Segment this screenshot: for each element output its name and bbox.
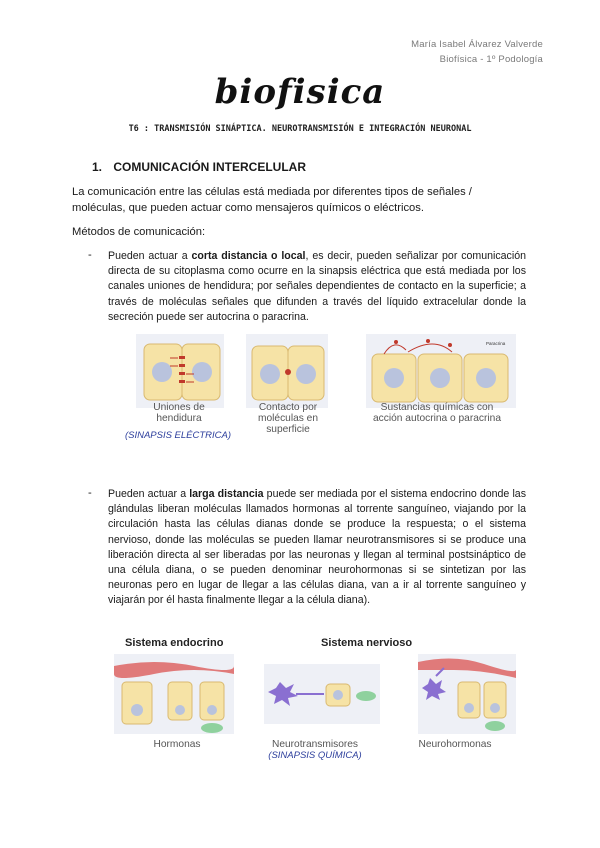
caption-line: hendidura [156,413,202,424]
electrical-synapse-note: (SINAPSIS ELÉCTRICA) [124,430,232,441]
figure-long-distance [114,652,516,736]
caption-contact [243,402,333,435]
figure-local-communication [134,332,519,410]
neurohormone-diagram [418,654,516,734]
header-author [411,37,543,67]
section-heading [92,160,306,174]
bullet2-bold: larga distancia [189,488,264,500]
intro-paragraph: La comunicación entre las células está mediada por diferentes tipos de señales / moléculas, que pueden actuar como mensajeros químicos o eléctricos. [72,186,472,214]
caption-line: Sustancias químicas con [380,402,494,413]
topic-subtitle: T6 : TRANSMISIÓN SINÁPTICA. NEUROTRANSMISIÓN E INTEGRACIÓN NEURONAL [128,124,472,134]
section-number: 1. [92,160,103,174]
paracrine-label: Paracrina [486,341,506,346]
gap-junction-diagram [136,334,224,408]
caption-line: moléculas en [257,413,319,424]
neurotransmitter-diagram [264,664,380,724]
bullet-long-distance [108,487,526,609]
caption-line: Uniones de [153,402,205,413]
methods-label: Métodos de comunicación: [72,226,206,238]
caption-hormones: Hormonas [153,739,201,750]
endocrine-title: Sistema endocrino [125,637,224,649]
paracrine-diagram [366,334,516,408]
caption-neurotransmitters: Neurotransmisores [271,739,359,750]
contact-signaling-diagram [246,334,328,408]
bullet1-post: , es decir, pueden señalizar por comunicación directa de su citoplasma como ocurre en la sinapsis eléctrica que está mediada por los canales uniones de hendidura; por señales dependientes de contacto en la superficie; a través de moléculas señales que difunden a través del líquido extracelular donde la secreción puede ser autocrina o paracrina. [108,250,526,323]
caption-paracrine [357,402,517,424]
bullet1-pre: Pueden actuar a [108,250,192,262]
caption-line: superficie [266,424,310,435]
bullet2-pre: Pueden actuar a [108,488,190,500]
brand-title: biofisica [214,72,386,112]
bullet-marker: - [88,487,92,499]
bullet-short-distance [108,249,526,325]
author-name: María Isabel Álvarez Valverde [411,39,543,50]
section-title: COMUNICACIÓN INTERCELULAR [113,160,306,174]
caption-neurohormones: Neurohormonas [418,739,492,750]
caption-line: acción autocrina o paracrina [373,413,501,424]
caption-line: Contacto por [258,402,318,413]
chemical-synapse-note: (SINAPSIS QUÍMICA) [268,750,362,761]
course-name: Biofísica - 1º Podología [439,54,543,65]
bullet-marker: - [88,249,92,261]
bullet1-bold: corta distancia o local [191,250,306,262]
bullet2-post: puede ser mediada por el sistema endocrino donde las glándulas liberan moléculas llamados hormonas al torrente sanguíneo, viajando por la circulación hasta las células dianas donde se produce la respuesta; o el sistema nervioso, donde las moléculas se pueden llamar neurotransmisores si se produce una liberación directa al ser liberadas por las neuronas y llegan al terminal postsináptico de una célula diana, o se pueden denominar neurohormonas si se sintetizan por las neuronas pero en lugar de llegar a las células diana, van a ir al torrente sanguíneo y viajarán por él hasta finalmente llegar a la célula diana). [108,488,526,607]
endocrine-diagram [114,654,234,734]
caption-gap-junctions [134,402,224,424]
nervous-title: Sistema nervioso [321,637,413,649]
